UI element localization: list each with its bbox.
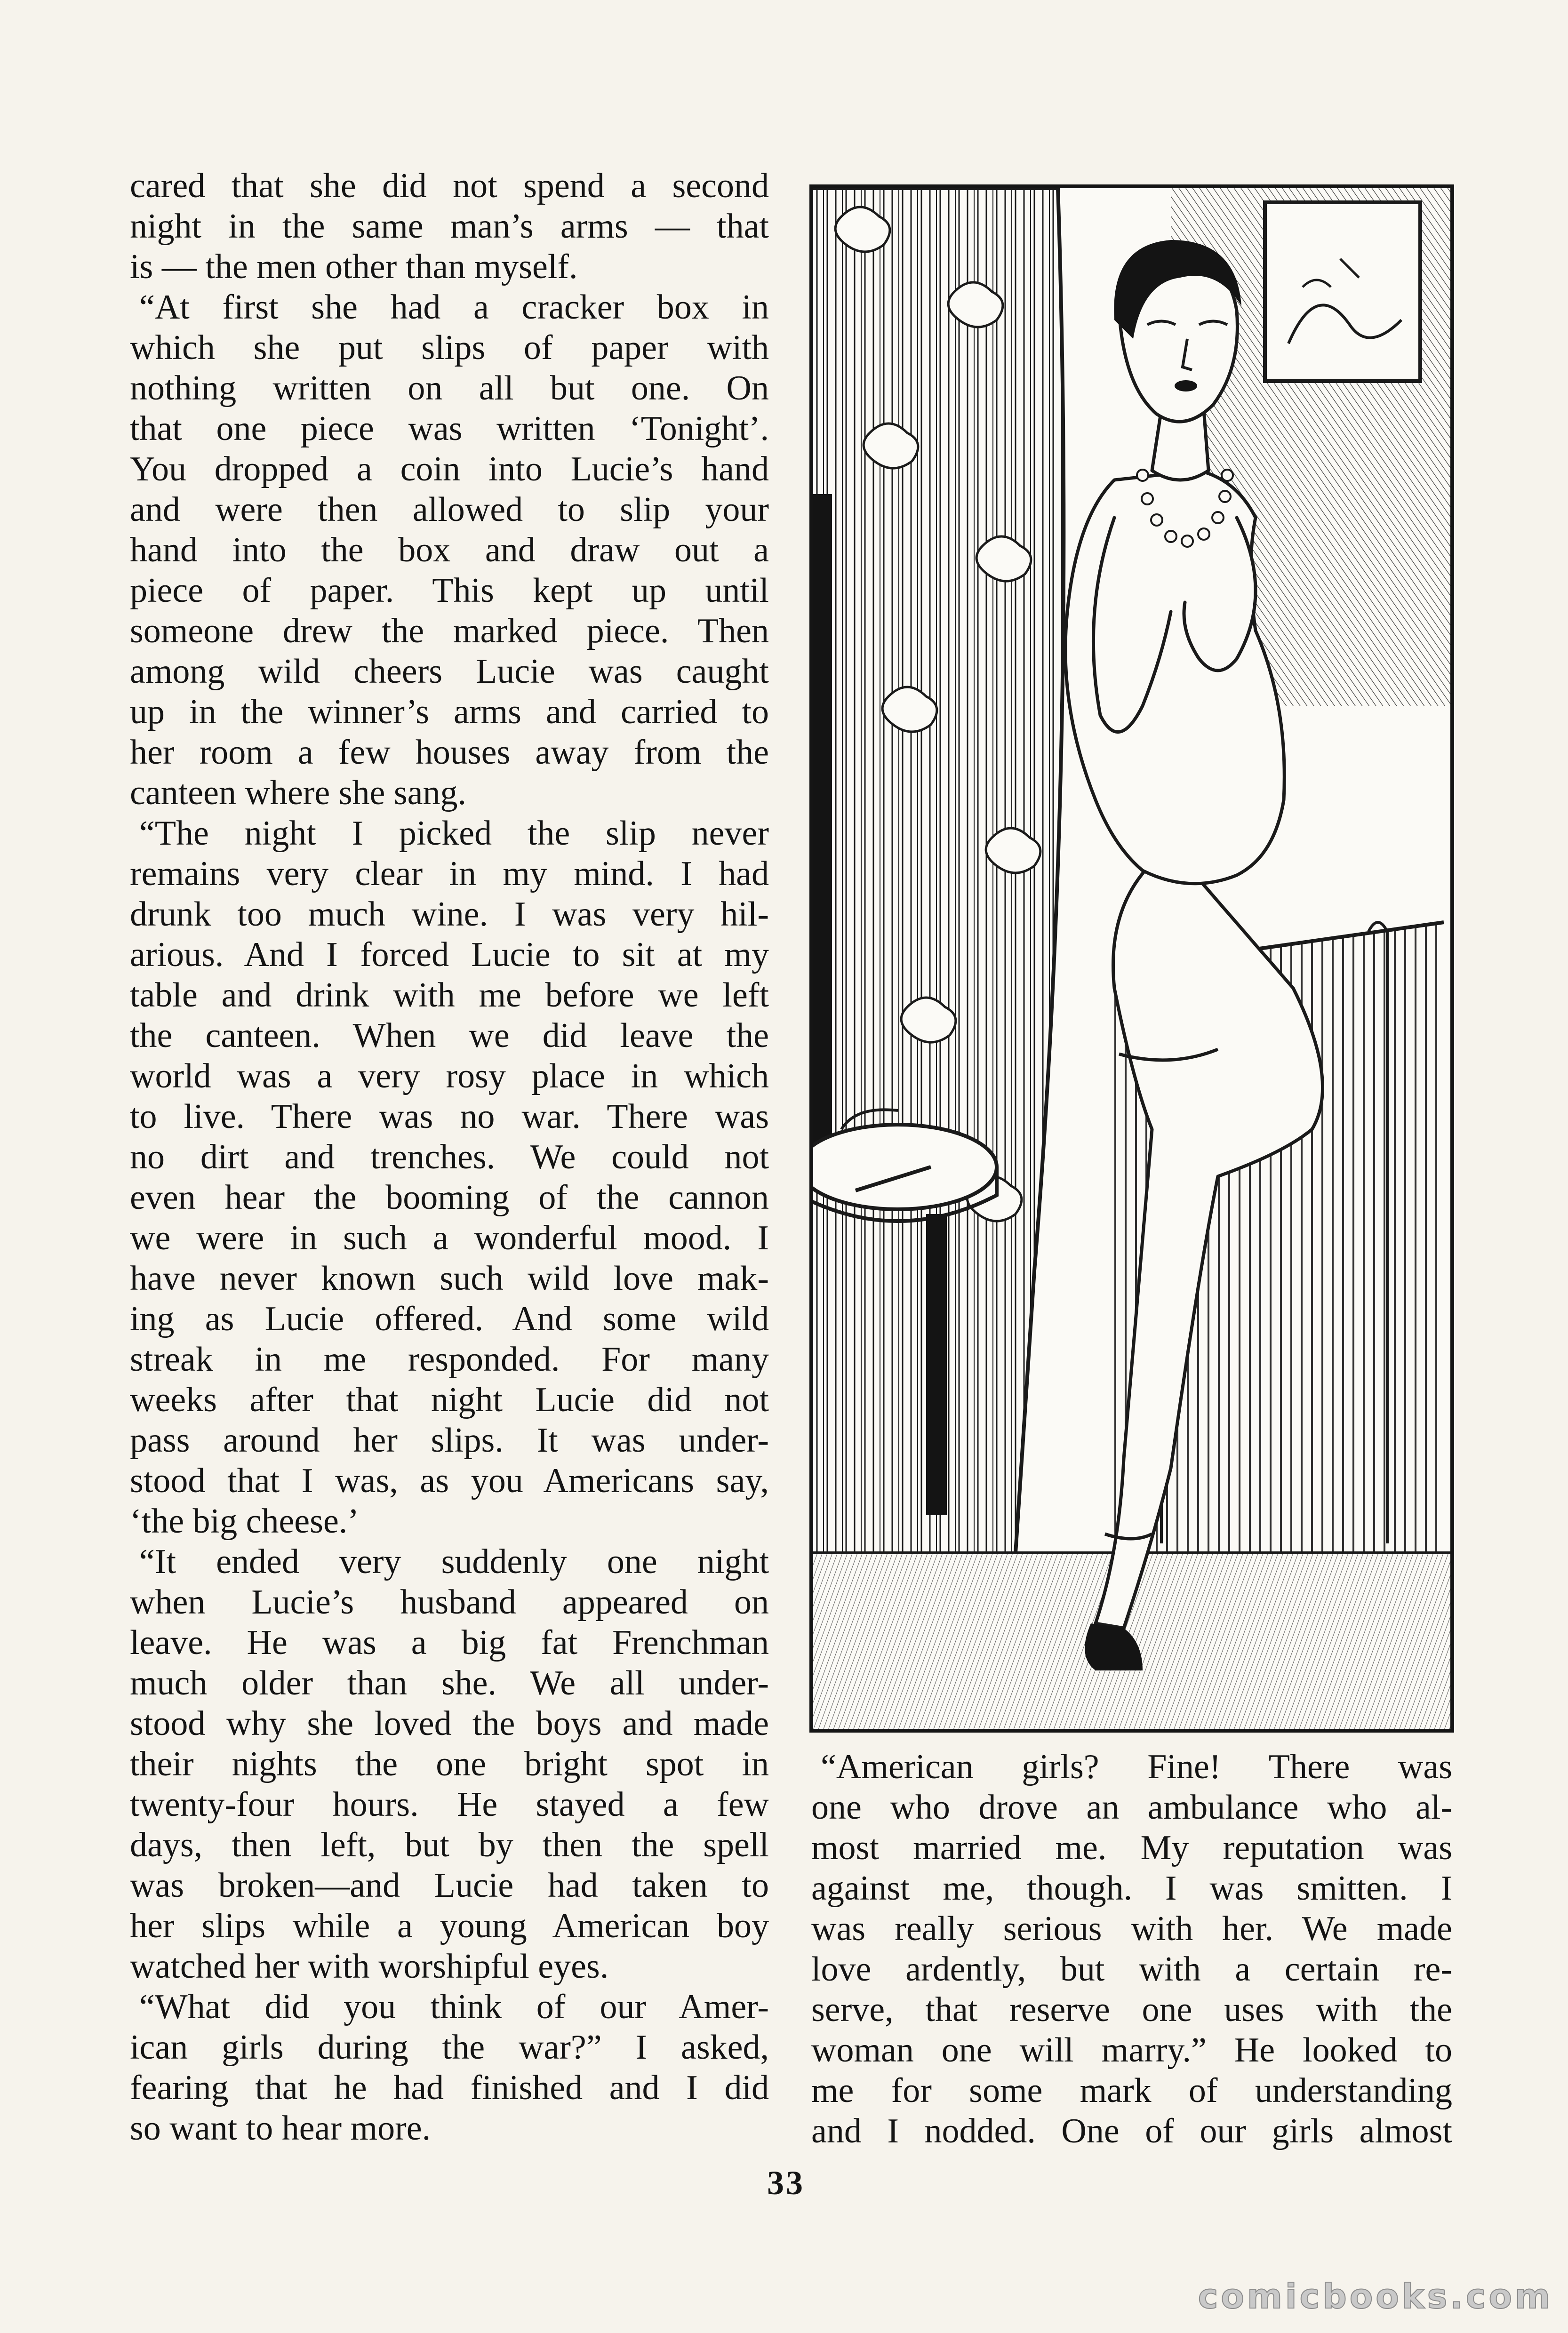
text-line: stood why she loved the boys and made [130, 1704, 769, 1743]
text-line: and were then allowed to slip your [130, 490, 769, 529]
text-line: that one piece was written ‘Tonight’. [130, 409, 769, 448]
text-line: me for some mark of understanding [811, 2071, 1452, 2110]
text-line: to live. There was no war. There was [130, 1097, 769, 1136]
page-number: 33 [767, 2164, 805, 2202]
text-line: world was a very rosy place in which [130, 1057, 769, 1095]
text-line: days, then left, but by then the spell [130, 1826, 769, 1864]
text-line: her room a few houses away from the [130, 733, 769, 772]
left-text-column [130, 166, 769, 2149]
text-line: weeks after that night Lucie did not [130, 1381, 769, 1419]
text-line: stood that I was, as you Americans say, [130, 1462, 769, 1500]
text-line: her slips while a young American boy [130, 1907, 769, 1945]
text-line: drunk too much wine. I was very hil- [130, 895, 769, 934]
text-line: is — the men other than myself. [130, 248, 578, 286]
text-line: nothing written on all but one. On [130, 369, 769, 407]
text-line: was broken—and Lucie had taken to [130, 1866, 769, 1905]
text-line: most married me. My reputation was [811, 1829, 1452, 1867]
text-line: “It ended very suddenly one night [139, 1542, 769, 1581]
text-line: against me, though. I was smitten. I [811, 1869, 1452, 1908]
text-line: remains very clear in my mind. I had [130, 855, 769, 893]
illustration-drawing [813, 188, 1450, 1729]
text-line: no dirt and trenches. We could not [130, 1138, 769, 1176]
text-line: ‘the big cheese.’ [130, 1502, 359, 1541]
text-line: ing as Lucie offered. And some wild [130, 1300, 769, 1338]
text-line: the canteen. When we did leave the [130, 1016, 769, 1055]
text-line: cared that she did not spend a second [130, 167, 769, 205]
right-text-column [811, 1747, 1452, 2151]
text-line: “What did you think of our Amer- [139, 1988, 769, 2026]
text-line: canteen where she sang. [130, 774, 466, 812]
text-line: fearing that he had finished and I did [130, 2069, 769, 2107]
text-line: twenty-four hours. He stayed a few [130, 1785, 769, 1824]
text-line: You dropped a coin into Lucie’s hand [130, 450, 769, 488]
text-line: someone drew the marked piece. Then [130, 612, 769, 650]
text-line: table and drink with me before we left [130, 976, 769, 1015]
illustration [809, 184, 1454, 1733]
text-line: when Lucie’s husband appeared on [130, 1583, 769, 1622]
text-line: “The night I picked the slip never [139, 814, 769, 853]
text-line: so want to hear more. [130, 2109, 431, 2148]
text-line: woman one will marry.” He looked to [811, 2031, 1452, 2069]
text-line: we were in such a wonderful mood. I [130, 1219, 769, 1257]
text-line: “At first she had a cracker box in [139, 288, 769, 327]
text-line: up in the winner’s arms and carried to [130, 693, 769, 731]
text-line: much older than she. We all under- [130, 1664, 769, 1702]
text-line: have never known such wild love mak- [130, 1259, 769, 1298]
text-line: their nights the one bright spot in [130, 1745, 769, 1783]
text-line: hand into the box and draw out a [130, 531, 769, 569]
text-line: night in the same man’s arms — that [130, 207, 769, 246]
text-line: ican girls during the war?” I asked, [130, 2028, 769, 2067]
text-line: arious. And I forced Lucie to sit at my [130, 935, 769, 974]
text-line: among wild cheers Lucie was caught [130, 652, 769, 691]
text-line: serve, that reserve one uses with the [811, 1990, 1452, 2029]
text-line: love ardently, but with a certain re- [811, 1950, 1452, 1989]
text-line: even hear the booming of the cannon [130, 1178, 769, 1217]
text-line: which she put slips of paper with [130, 328, 769, 367]
text-line: was really serious with her. We made [811, 1910, 1452, 1948]
text-line: one who drove an ambulance who al- [811, 1788, 1452, 1827]
watermark: comicbooks.com [1198, 2277, 1553, 2316]
text-line: watched her with worshipful eyes. [130, 1947, 609, 1986]
text-line: pass around her slips. It was under- [130, 1421, 769, 1460]
text-line: leave. He was a big fat Frenchman [130, 1623, 769, 1662]
text-line: piece of paper. This kept up until [130, 571, 769, 610]
text-line: and I nodded. One of our girls almost [811, 2112, 1452, 2150]
text-line: “American girls? Fine! There was [821, 1748, 1452, 1786]
text-line: streak in me responded. For many [130, 1340, 769, 1379]
